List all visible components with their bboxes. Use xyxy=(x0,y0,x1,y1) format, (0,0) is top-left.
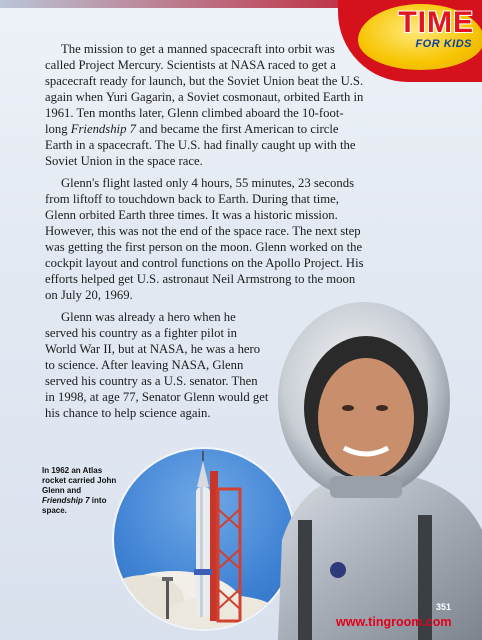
astronaut-illustration xyxy=(268,300,482,640)
page-number: 351 xyxy=(436,602,452,612)
article-paragraph-3: Glenn was already a hero when he served his country as a fighter pilot in World War II, but at NASA, he was a hero to science. After leaving NASA, Glenn served his country as a U.S. senator. Then in 1998, at age 77, Senator Glenn would get his chance to help science again. xyxy=(45,310,269,420)
paragraph-1-end: and became the first American to circle Earth in a spacecraft. The U.S. had finally caught up with the Soviet Union in the space race. xyxy=(45,122,356,168)
photo-caption xyxy=(42,466,118,516)
website-watermark: www.tingroom.com xyxy=(336,615,452,629)
caption-text: In 1962 an Atlas rocket carried John Glenn and xyxy=(42,466,117,495)
rocket-illustration xyxy=(114,449,294,629)
caption-text-end: into space. xyxy=(42,496,107,515)
article-paragraph-1 xyxy=(45,41,365,169)
caption-spacecraft-name: Friendship 7 xyxy=(42,496,90,505)
paragraph-1-text: The mission to get a manned spacecraft into orbit was called Project Mercury. Scientists at NASA raced to get a spacecraft ready for launch, but the Soviet Union beat the U.S. again when Yuri Gagarin, a Soviet cosmonaut, orbited Earth in 1961. Ten months later, Glenn climbed aboard the 10-foot-long xyxy=(45,42,364,136)
spacecraft-name: Friendship 7 xyxy=(70,122,136,136)
logo-subtitle: FOR KIDS xyxy=(415,38,472,50)
john-glenn-photo xyxy=(268,300,482,640)
logo-title: TIME xyxy=(398,6,474,39)
article-paragraph-2: Glenn's flight lasted only 4 hours, 55 minutes, 23 seconds from liftoff to touchdown back to Earth. During that time, Glenn orbited Earth three times. It was a historic mission. However, this was not the end of the space race. The next step was getting the first person on the moon. Glenn worked on the cockpit layout and control functions on the Apollo Project. His efforts helped get U.S. astronaut Neil Armstrong to the moon on July 20, 1969. xyxy=(45,176,364,302)
